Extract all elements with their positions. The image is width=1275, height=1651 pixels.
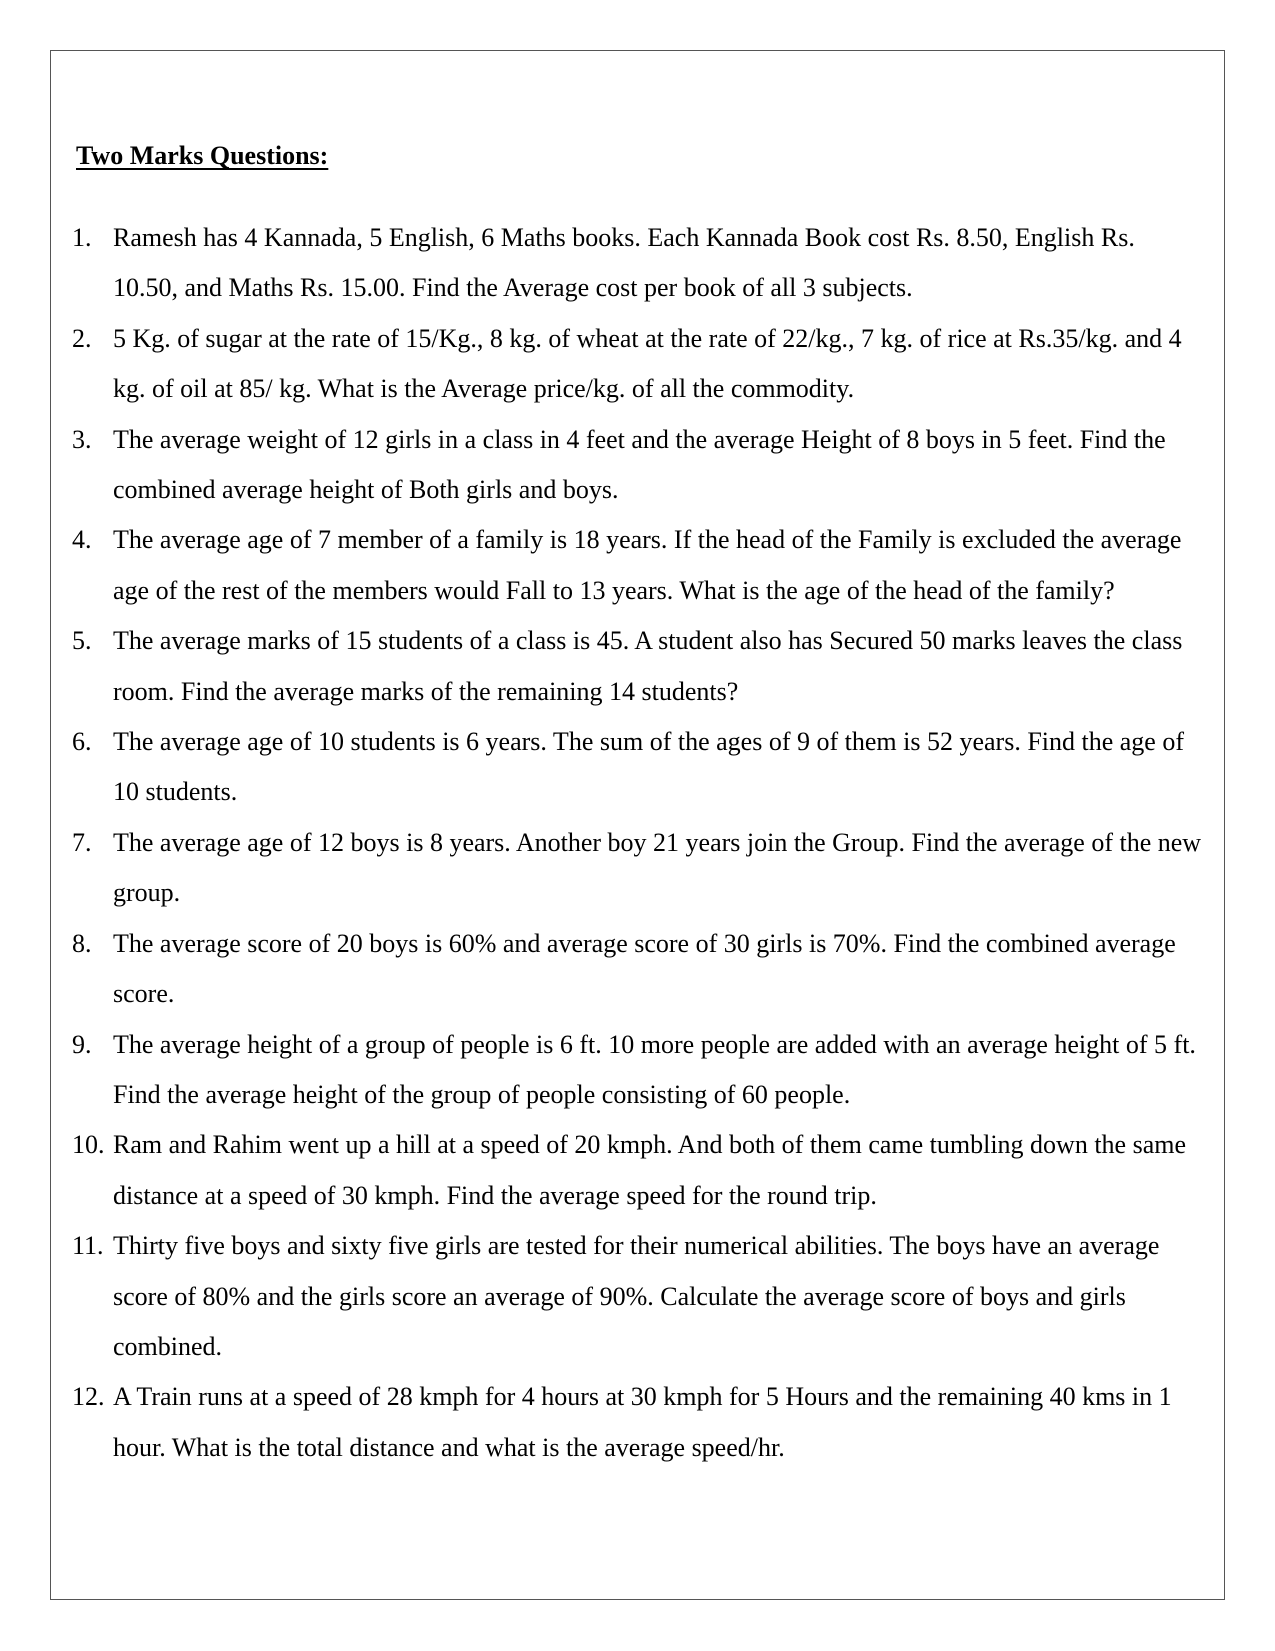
question-text: A Train runs at a speed of 28 kmph for 4 hours at 30 kmph for 5 Hours and the remaining 40 kms in 1 hour. What is the total distance and what is the average speed/hr. <box>113 1382 1172 1462</box>
question-item <box>0 314 1275 415</box>
question-text: 5 Kg. of sugar at the rate of 15/Kg., 8 kg. of wheat at the rate of 22/kg., 7 kg. of rice at Rs.35/kg. and 4 kg. of oil at 85/ kg. What is the Average price/kg. of all the commodity. <box>113 323 1182 404</box>
question-number: 8. <box>72 928 92 958</box>
section-heading: Two Marks Questions: <box>76 141 329 170</box>
question-number: 4. <box>72 525 92 555</box>
question-item <box>0 213 1275 314</box>
question-number: 12. <box>72 1382 105 1412</box>
question-number: 9. <box>72 1029 92 1059</box>
question-text: The average height of a group of people is 6 ft. 10 more people are added with an average height of 5 ft. Find the average height of the group of people consisting of 60 people. <box>113 1029 1196 1109</box>
question-text: The average age of 10 students is 6 years. The sum of the ages of 9 of them is 52 years. Find the age of 10 students. <box>113 727 1185 807</box>
question-number: 6. <box>72 727 92 757</box>
question-number: 3. <box>72 424 92 454</box>
question-text: The average age of 12 boys is 8 years. Another boy 21 years join the Group. Find the average of the new group. <box>113 827 1202 908</box>
question-list <box>0 213 1275 1473</box>
question-text: The average weight of 12 girls in a class in 4 feet and the average Height of 8 boys in 5 feet. Find the combined average height of Both girls and boys. <box>113 424 1166 505</box>
question-number: 7. <box>72 827 92 857</box>
question-number: 10. <box>72 1130 105 1160</box>
question-item <box>0 515 1275 616</box>
question-text: The average marks of 15 students of a class is 45. A student also has Secured 50 marks leaves the class room. Find the average marks of the remaining 14 students? <box>113 626 1183 706</box>
question-item <box>0 1221 1275 1372</box>
question-item <box>0 717 1275 818</box>
question-item <box>0 818 1275 919</box>
question-item <box>0 415 1275 516</box>
question-number: 1. <box>72 223 92 252</box>
question-text: Ram and Rahim went up a hill at a speed of 20 kmph. And both of them came tumbling down the same distance at a speed of 30 kmph. Find the average speed for the round trip. <box>113 1130 1187 1210</box>
question-item <box>0 1020 1275 1121</box>
question-number: 2. <box>72 323 92 353</box>
question-item <box>0 1120 1275 1221</box>
question-text: Ramesh has 4 Kannada, 5 English, 6 Maths books. Each Kannada Book cost Rs. 8.50, English Rs. 10.50, and Maths Rs. 15.00. Find the Average cost per book of all 3 subjects. <box>113 223 1135 303</box>
question-item <box>0 1372 1275 1473</box>
question-number: 5. <box>72 626 92 656</box>
question-text: Thirty five boys and sixty five girls are tested for their numerical abilities. The boys have an average score of 80% and the girls score an average of 90%. Calculate the average score of boys and girls combined. <box>113 1231 1160 1361</box>
question-item <box>0 616 1275 717</box>
question-item <box>0 919 1275 1020</box>
question-text: The average score of 20 boys is 60% and average score of 30 girls is 70%. Find the combined average score. <box>113 928 1176 1009</box>
question-text: The average age of 7 member of a family is 18 years. If the head of the Family is excluded the average age of the rest of the members would Fall to 13 years. What is the age of the head of the family? <box>113 525 1182 605</box>
question-number: 11. <box>72 1231 104 1261</box>
